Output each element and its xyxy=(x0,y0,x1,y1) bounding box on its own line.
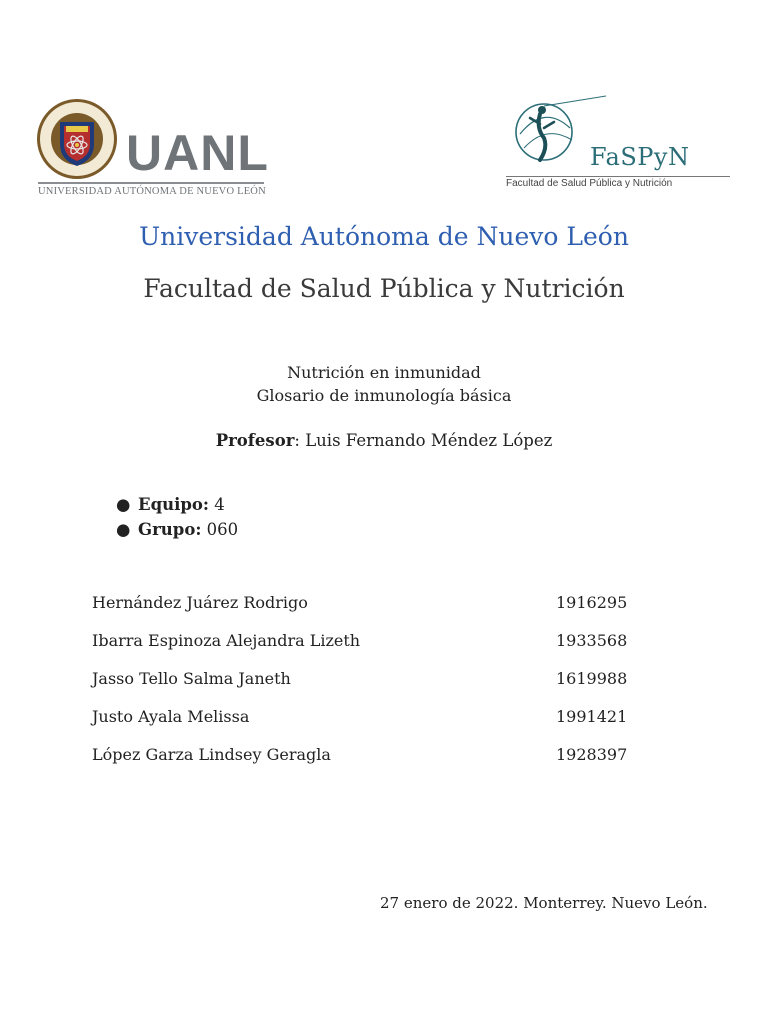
professor-separator: : xyxy=(294,431,306,450)
member-name: López Garza Lindsey Geragla xyxy=(92,745,331,764)
bullet-icon: ● xyxy=(116,495,131,514)
professor-line xyxy=(0,431,768,450)
uanl-subtitle: UNIVERSIDAD AUTÓNOMA DE NUEVO LEÓN xyxy=(38,186,266,197)
members-list xyxy=(92,590,652,780)
member-id: 1928397 xyxy=(556,745,628,764)
member-row xyxy=(92,742,652,780)
uanl-seal-icon xyxy=(36,98,118,180)
detail-team xyxy=(116,492,238,517)
faspyn-divider xyxy=(506,176,730,177)
professor-label: Profesor xyxy=(215,431,295,450)
uanl-divider xyxy=(38,182,264,184)
course-block xyxy=(0,361,768,407)
uanl-logo xyxy=(36,98,268,204)
detail-value: 4 xyxy=(209,495,225,514)
university-title: Universidad Autónoma de Nuevo León xyxy=(139,222,629,251)
member-id: 1991421 xyxy=(556,707,628,726)
bullet-icon: ● xyxy=(116,520,131,539)
faspyn-logo xyxy=(506,94,732,194)
member-row xyxy=(92,704,652,742)
detail-value: 060 xyxy=(201,520,239,539)
faspyn-subtitle: Facultad de Salud Pública y Nutrición xyxy=(506,178,673,189)
assignment-title: Glosario de inmunología básica xyxy=(256,386,512,405)
member-name: Jasso Tello Salma Janeth xyxy=(92,669,291,688)
date-place: 27 enero de 2022. Monterrey. Nuevo León. xyxy=(380,894,708,912)
uanl-wordmark: UANL xyxy=(126,125,269,181)
member-row xyxy=(92,590,652,628)
member-name: Ibarra Espinoza Alejandra Lizeth xyxy=(92,631,361,650)
professor-name: Luis Fernando Méndez López xyxy=(305,431,553,450)
member-row xyxy=(92,628,652,666)
member-row xyxy=(92,666,652,704)
member-id: 1619988 xyxy=(556,669,628,688)
detail-label: Equipo: xyxy=(138,495,210,514)
member-id: 1933568 xyxy=(556,631,628,650)
detail-label: Grupo: xyxy=(138,520,202,539)
member-name: Hernández Juárez Rodrigo xyxy=(92,593,308,612)
member-id: 1916295 xyxy=(556,593,628,612)
detail-group xyxy=(116,517,238,542)
course-subject: Nutrición en inmunidad xyxy=(287,363,481,382)
faspyn-wordmark: FaSPyN xyxy=(590,143,690,171)
details-list xyxy=(116,492,238,542)
faculty-title: Facultad de Salud Pública y Nutrición xyxy=(143,274,625,303)
member-name: Justo Ayala Melissa xyxy=(92,707,250,726)
